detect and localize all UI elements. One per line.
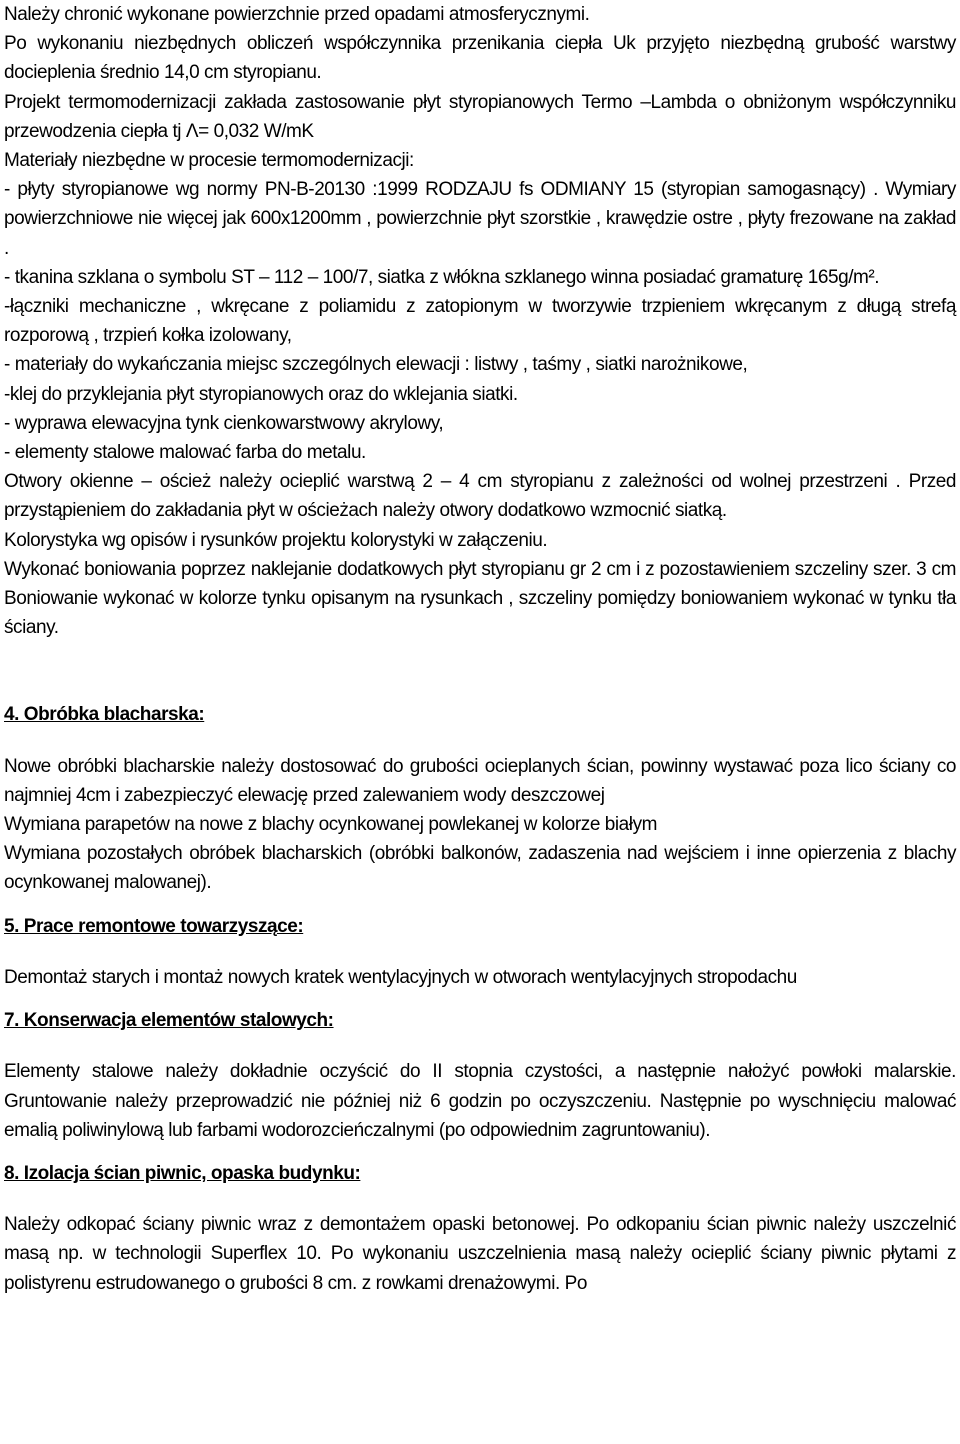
paragraph: Należy chronić wykonane powierzchnie przed opadami atmosferycznymi.	[4, 4, 590, 25]
section-heading: 7. Konserwacja elementów stalowych:	[4, 1010, 334, 1032]
document-page	[4, 0, 956, 1298]
paragraph: Po wykonaniu niezbędnych obliczeń współczynnika przenikania ciepła Uk przyjęto niezbędną grubość warstwy docieplenia średnio 14,0 cm styropianu.	[4, 33, 956, 84]
list-item: - elementy stalowe malować farba do metalu.	[4, 442, 366, 464]
paragraph: Wymiana parapetów na nowe z blachy ocynkowanej powlekanej w kolorze białym	[4, 814, 657, 836]
section-heading: 4. Obróbka blacharska:	[4, 704, 205, 726]
paragraph: Wymiana pozostałych obróbek blacharskich (obróbki balkonów, zadaszenia nad wejściem i inne opierzenia z blachy ocynkowanej malowanej).	[4, 843, 956, 894]
list-item: -klej do przyklejania płyt styropianowych oraz do wklejania siatki.	[4, 383, 518, 405]
intro-block	[4, 0, 956, 642]
paragraph: Nowe obróbki blacharskie należy dostosować do grubości ocieplanych ścian, powinny wystawać poza lico ściany co najmniej 4cm i zabezpieczyć elewację przed zalewaniem wody deszczowej	[4, 755, 956, 806]
paragraph: Elementy stalowe należy dokładnie oczyścić do II stopnia czystości, a następnie nałożyć powłoki malarskie. Gruntowanie należy przeprowadzić nie później niż 6 godzin po oczyszczeniu. Następnie po wyschnięciu malować emalią poliwinylową lub farbami wodorozcieńczalnymi (po odpowiednim zagruntowaniu).	[4, 1061, 956, 1141]
paragraph: Kolorystyka wg opisów i rysunków projektu kolorystyki w załączeniu.	[4, 529, 548, 551]
section-konserwacja	[4, 1006, 956, 1145]
section-heading: 5. Prace remontowe towarzyszące:	[4, 915, 304, 937]
list-item: - materiały do wykańczania miejsc szczególnych elewacji : listwy , taśmy , siatki narożnikowe,	[4, 354, 748, 376]
list-item: -łączniki mechaniczne , wkręcane z poliamidu z zatopionym w tworzywie trzpieniem wkręcanym z długą strefą rozporową , trzpień kołka izolowany,	[4, 296, 956, 347]
list-item: - płyty styropianowe wg normy PN-B-20130 :1999 RODZAJU fs ODMIANY 15 (styropian samogasnący) . Wymiary powierzchniowe nie więcej jak 600x1200mm , powierzchnie płyt szorstkie , krawędzie ostre , płyty frezowane na zakład .	[4, 179, 956, 259]
paragraph: Demontaż starych i montaż nowych kratek wentylacyjnych w otworach wentylacyjnych stropodachu	[4, 966, 797, 988]
paragraph: Projekt termomodernizacji zakłada zastosowanie płyt styropianowych Termo –Lambda o obniżonym współczynniku przewodzenia ciepła tj Λ= 0,032 W/mK	[4, 91, 956, 142]
paragraph: Materiały niezbędne w procesie termomodernizacji:	[4, 150, 414, 172]
section-prace-remontowe	[4, 912, 956, 992]
paragraph: Wykonać boniowania poprzez naklejanie dodatkowych płyt styropianu gr 2 cm i z pozostawieniem szczeliny szer. 3 cm Boniowanie wykonać w kolorze tynku opisanym na rysunkach , szczeliny pomiędzy boniowaniem wykonać w tynku tła ściany.	[4, 558, 956, 639]
section-obrobka-blacharska	[4, 700, 956, 897]
paragraph: Otwory okienne – oścież należy ocieplić warstwą 2 – 4 cm styropianu z zależności od wolnej przestrzeni . Przed przystąpieniem do zakładania płyt w ościeżach należy otwory dodatkowo wzmocnić siatką.	[4, 471, 956, 522]
list-item: - wyprawa elewacyjna tynk cienkowarstwowy akrylowy,	[4, 412, 444, 434]
paragraph: Należy odkopać ściany piwnic wraz z demontażem opaski betonowej. Po odkopaniu ścian piwnic należy uszczelnić masą np. w technologii Superflex 10. Po wykonaniu uszczelnienia masą należy ocieplić ściany piwnic płytami z polistyrenu estrudowanego o grubości 8 cm. z rowkami drenażowymi. Po	[4, 1214, 956, 1294]
section-heading: 8. Izolacja ścian piwnic, opaska budynku:	[4, 1162, 361, 1184]
section-izolacja-scian	[4, 1159, 956, 1298]
list-item: - tkanina szklana o symbolu ST – 112 – 100/7, siatka z włókna szklanego winna posiadać gramaturę 165g/m².	[4, 266, 880, 288]
